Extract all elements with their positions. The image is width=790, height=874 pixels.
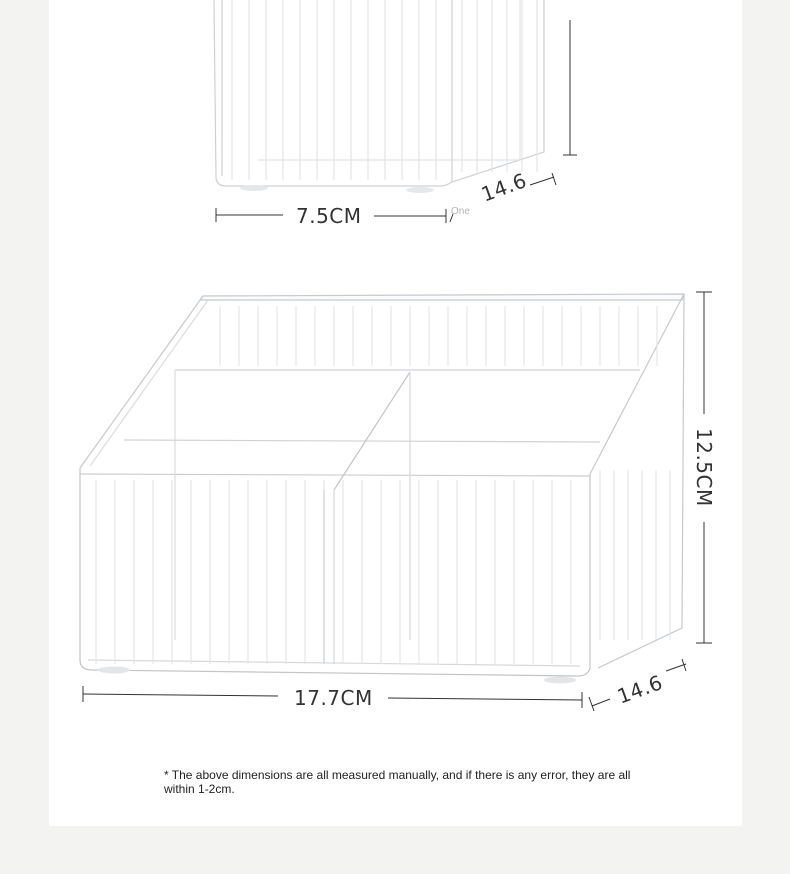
main-box-width-label: 17.7CM (294, 686, 373, 710)
top-box-width-label: 7.5CM (296, 204, 362, 228)
top-box-depth-label: 14.6 (478, 168, 530, 207)
slim-storage-box (214, 0, 544, 193)
main-box-dimension-lines (83, 292, 712, 711)
main-box-height-label: 12.5CM (692, 428, 716, 507)
watermark: One (451, 206, 470, 217)
four-compartment-organizer (80, 294, 684, 684)
main-box-depth-label: 14.6 (614, 670, 666, 709)
dimension-disclaimer: * The above dimensions are all measured manually, and if there is any error, they are all within 1-2cm. (164, 768, 631, 796)
